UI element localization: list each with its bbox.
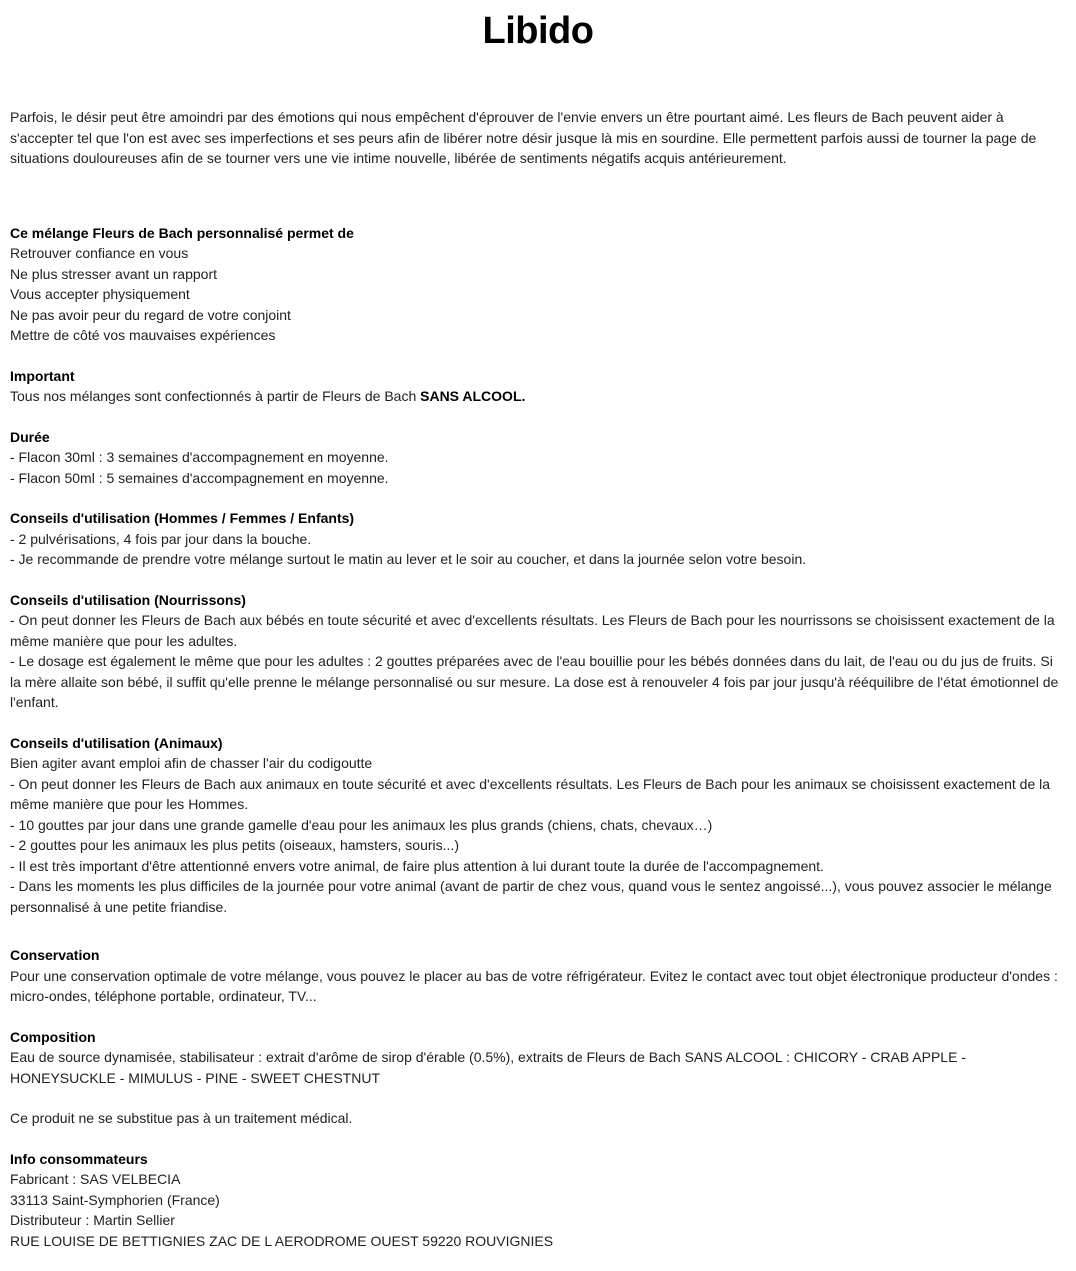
duration-item: - Flacon 30ml : 3 semaines d'accompagnement en moyenne. [10, 449, 389, 465]
important-text [10, 386, 1066, 407]
disclaimer-text: Ce produit ne se substitue pas à un traitement médical. [10, 1110, 353, 1126]
section-usage-infants [10, 590, 1066, 713]
benefit-item: Mettre de côté vos mauvaises expériences [10, 327, 276, 343]
page-title: Libido [482, 10, 594, 52]
usage-item: - 10 gouttes par jour dans une grande gamelle d'eau pour les animaux les plus grands (chiens, chats, chevaux…) [10, 816, 713, 833]
section-disclaimer [10, 1108, 1066, 1129]
usage-item: - 2 pulvérisations, 4 fois par jour dans la bouche. [10, 530, 312, 547]
benefit-item: Retrouver confiance en vous [10, 245, 189, 261]
composition-text: Eau de source dynamisée, stabilisateur : extrait d'arôme de sirop d'érable (0.5%), extraits de Fleurs de Bach SANS ALCOOL : CHICORY - CRAB APPLE - HONEYSUCKLE - MIMULUS - PINE - SWEET CHESTNUT [10, 1049, 966, 1086]
section-composition [10, 1027, 1066, 1089]
section-heading: Info consommateurs [10, 1150, 148, 1167]
section-heading: Conservation [10, 947, 100, 963]
consumer-info-line: Fabricant : SAS VELBECIA [10, 1171, 181, 1187]
section-important [10, 366, 1066, 407]
duration-item: - Flacon 50ml : 5 semaines d'accompagnement en moyenne. [10, 469, 389, 486]
important-text-bold: SANS ALCOOL [420, 388, 522, 404]
section-usage-humans [10, 508, 1066, 570]
section-heading: Conseils d'utilisation (Hommes / Femmes / Enfants) [10, 510, 355, 526]
section-heading: Conseils d'utilisation (Animaux) [10, 734, 223, 751]
important-text-prefix: Tous nos mélanges sont confectionnés à partir de Fleurs de Bach [10, 388, 421, 404]
usage-item: - On peut donner les Fleurs de Bach aux animaux en toute sécurité et avec d'excellents résultats. Les Fleurs de Bach pour les animaux se choisissent exactement de la même manière que pour les Hommes. [10, 775, 1051, 812]
usage-item: - 2 gouttes pour les animaux les plus petits (oiseaux, hamsters, souris...) [10, 837, 459, 853]
section-heading: Composition [10, 1028, 96, 1045]
section-heading: Important [10, 367, 75, 384]
usage-item: - Je recommande de prendre votre mélange surtout le matin au lever et le soir au coucher, et dans la journée selon votre besoin. [10, 551, 807, 567]
section-benefits [10, 223, 1066, 346]
section-consumer-info [10, 1149, 1066, 1252]
benefit-item: Ne plus stresser avant un rapport [10, 265, 217, 282]
conservation-text: Pour une conservation optimale de votre mélange, vous pouvez le placer au bas de votre réfrigérateur. Evitez le contact avec tout objet électronique producteur d'ondes : micro-ondes, téléphone portable, ordinateur, TV... [10, 967, 1058, 1004]
section-duration [10, 427, 1066, 489]
benefit-item: Ne pas avoir peur du regard de votre conjoint [10, 306, 291, 323]
important-text-suffix: . [521, 388, 526, 404]
usage-item: - On peut donner les Fleurs de Bach aux bébés en toute sécurité et avec d'excellents résultats. Les Fleurs de Bach pour les nourrissons se choisissent exactement de la même manière que pour les adultes. [10, 612, 1055, 649]
usage-item: - Il est très important d'être attentionné envers votre animal, de faire plus attention à lui durant toute la durée de l'accompagnement. [10, 857, 824, 874]
consumer-info-line: 33113 Saint-Symphorien (France) [10, 1191, 220, 1208]
intro-paragraph: Parfois, le désir peut être amoindri par des émotions qui nous empêchent d'éprouver de l'envie envers un être pourtant aimé. Les fleurs de Bach peuvent aider à s'accepter tel que l'on est avec ses imperfections et ses peurs afin de libérer notre désir jusque là mis en sourdine. Elle permettent parfois aussi de tourner la page de situations douloureuses afin de se tourner vers une vie intime nouvelle, libérée de sentiments négatifs acquis antérieurement. [10, 109, 1037, 166]
consumer-info-line: RUE LOUISE DE BETTIGNIES ZAC DE L AERODROME OUEST 59220 ROUVIGNIES [10, 1232, 554, 1249]
section-heading: Durée [10, 428, 50, 445]
benefit-item: Vous accepter physiquement [10, 286, 190, 302]
section-conservation [10, 945, 1066, 1007]
section-usage-animals [10, 733, 1066, 918]
section-heading: Conseils d'utilisation (Nourrissons) [10, 591, 246, 608]
usage-item: Bien agiter avant emploi afin de chasser l'air du codigoutte [10, 755, 373, 771]
usage-item: - Le dosage est également le même que pour les adultes : 2 gouttes préparées avec de l'eau bouillie pour les bébés données dans du lait, de l'eau ou du jus de fruits. Si la mère allaite son bébé, il suffit qu'elle prenne le mélange personnalisé ou sur mesure. La dose est à renouveler 4 fois par jour jusqu'à rééquilibre de l'état émotionnel de l'enfant. [10, 653, 1059, 710]
usage-item: - Dans les moments les plus difficiles de la journée pour votre animal (avant de partir de chez vous, quand vous le sentez angoissé...), vous pouvez associer le mélange personnalisé à une petite friandise. [10, 878, 1052, 915]
section-heading: Ce mélange Fleurs de Bach personnalisé permet de [10, 224, 354, 241]
consumer-info-line: Distributeur : Martin Sellier [10, 1212, 175, 1228]
